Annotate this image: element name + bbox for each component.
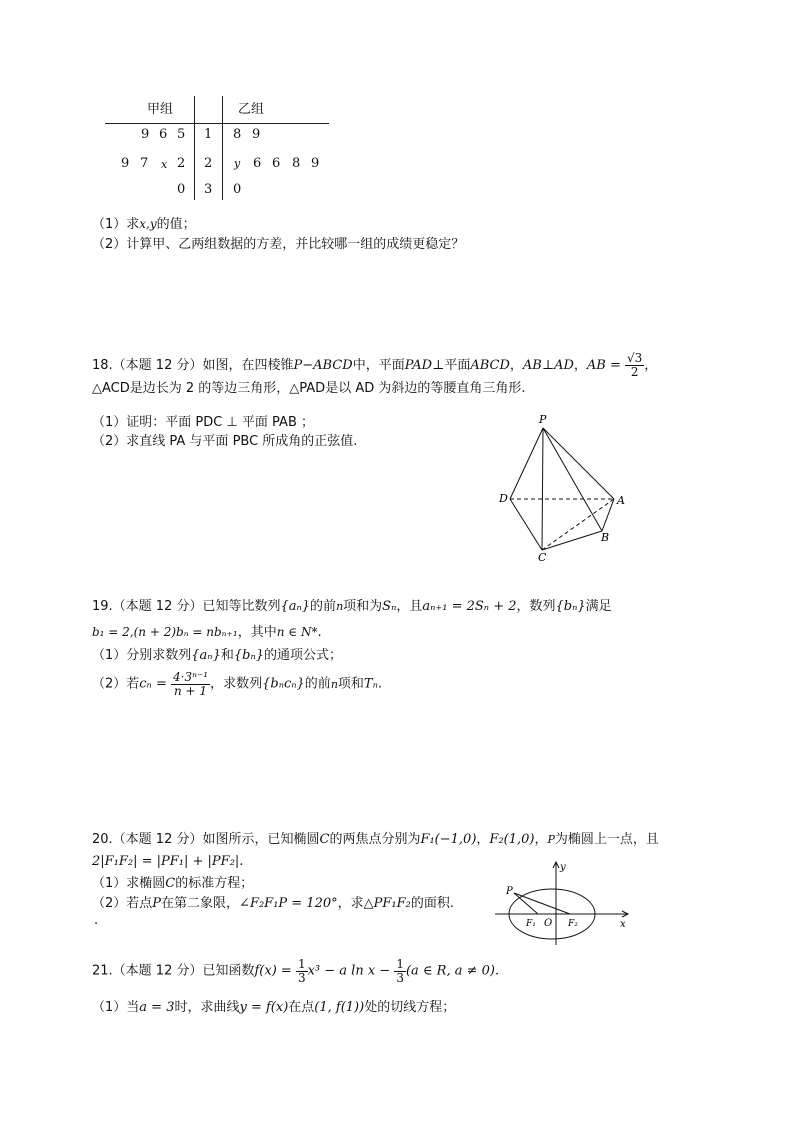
axis-label-y: y: [560, 862, 566, 873]
stem: 3: [204, 182, 213, 197]
label-d: D: [499, 492, 508, 505]
fraction-cn: $\frac{\text{4·3ⁿ⁻¹}}{n + 1}$: [173, 670, 209, 698]
leaf-right: 8: [292, 156, 301, 171]
label-f2: F₂: [568, 919, 578, 929]
q20-part1: （1）求椭圆C的标准方程；: [92, 876, 254, 891]
table-header-left: 甲组: [147, 102, 174, 117]
ellipse-figure: [490, 855, 635, 950]
label-c: C: [538, 551, 547, 564]
leaf-right: 9: [252, 127, 261, 142]
stem: 1: [204, 127, 213, 142]
q17-part2: （2）计算甲、乙两组数据的方差，并比较哪一组的成绩更稳定？: [92, 237, 465, 252]
fraction-sqrt3-over-2: $\frac{√3}{2}$: [627, 351, 643, 379]
q19-part2: （2）若cₙ = $\frac{\text{4·3ⁿ⁻¹}}{n + 1}$ ，求数列{bₙcₙ}的前n项和Tₙ.: [92, 670, 383, 698]
fraction-one-third: $\frac{1}{3}$: [297, 957, 306, 985]
q17-part1: （1）求x,y的值；: [92, 217, 196, 232]
edge-pb: [543, 428, 602, 531]
q19-part1: （1）分别求数列{aₙ}和{bₙ}的通项公式；: [92, 648, 343, 663]
label-p: P: [506, 886, 513, 897]
edge-pc: [542, 428, 543, 550]
leaf-right: 6: [272, 156, 281, 171]
table-header-rule: [105, 123, 329, 124]
leaf-left: 7: [140, 156, 149, 171]
edge-pd: [510, 428, 543, 499]
q20-line1: 20.（本题 12 分）如图所示，已知椭圆C的两焦点分别为F₁(−1,0)，F₂(1,0)，P为椭圆上一点，且: [92, 832, 659, 847]
table-divider-left: [194, 96, 195, 200]
segment-pf1: [514, 893, 538, 914]
label-o: O: [544, 918, 553, 929]
q20-line2: 2|F₁F₂| = |PF₁| + |PF₂|.: [92, 854, 244, 869]
pyramid-figure: [490, 410, 640, 565]
leaf-right: 9: [311, 156, 320, 171]
fraction-one-third-b: $\frac{1}{3}$: [396, 957, 404, 985]
edge-pa: [543, 428, 614, 499]
leaf-right: 6: [253, 156, 262, 171]
label-p: P: [539, 413, 547, 426]
leaf-left: 9: [141, 127, 150, 142]
q21-part1: （1）当a = 3时，求曲线y = f(x)在点(1, f(1))处的切线方程；: [92, 1000, 456, 1015]
q18-part1: （1）证明：平面 PDC ⊥ 平面 PAB ；: [92, 415, 315, 430]
label-a: A: [617, 494, 625, 507]
q18-part2: （2）求直线 PA 与平面 PBC 所成角的正弦值.: [92, 434, 358, 449]
label-b: B: [601, 531, 610, 544]
edge-dc: [510, 499, 542, 550]
leaf-right: 0: [233, 182, 242, 197]
leaf-left: 2: [177, 156, 186, 171]
axis-label-x: x: [620, 919, 626, 930]
q20-stray-dot: .: [94, 913, 99, 928]
q20-part2: （2）若点P在第二象限，∠F₂F₁P = 120°，求△PF₁F₂的面积.: [92, 896, 454, 911]
leaf-right: 8: [233, 127, 242, 142]
q19-line2: b₁ = 2,(n + 2)bₙ = nbₙ₊₁，其中n ∈ N*.: [92, 625, 322, 640]
table-divider-right: [222, 96, 223, 200]
edge-cb: [542, 531, 602, 550]
leaf-right: y: [234, 157, 241, 170]
leaf-left: 9: [121, 156, 130, 171]
q18-line2: △ACD是边长为 2 的等边三角形，△PAD是以 AD 为斜边的等腰直角三角形.: [92, 381, 526, 396]
q21-line1: 21.（本题 12 分）已知函数f(x) = $\frac{1}{3}$ x³ − a ln x − $\frac{1}{3}$ (a ∈ R, a ≠ 0).: [92, 957, 500, 985]
leaf-left: 5: [177, 127, 186, 142]
leaf-left: 0: [177, 182, 186, 197]
leaf-left: 6: [159, 127, 168, 142]
segment-pf2: [514, 893, 570, 914]
table-header-right: 乙组: [238, 102, 265, 117]
stem: 2: [204, 156, 213, 171]
leaf-left: x: [161, 158, 168, 171]
q18-line1: 18.（本题 12 分）如图，在四棱锥P−ABCD中，平面PAD⊥平面ABCD，AB⊥AD，AB = $\frac{√3}{2}$ ，: [92, 351, 658, 379]
q19-line1: 19.（本题 12 分）已知等比数列{aₙ}的前n项和为Sₙ，且aₙ₊₁ = 2Sₙ + 2，数列{bₙ}满足: [92, 599, 612, 614]
label-f1: F₁: [526, 919, 536, 929]
